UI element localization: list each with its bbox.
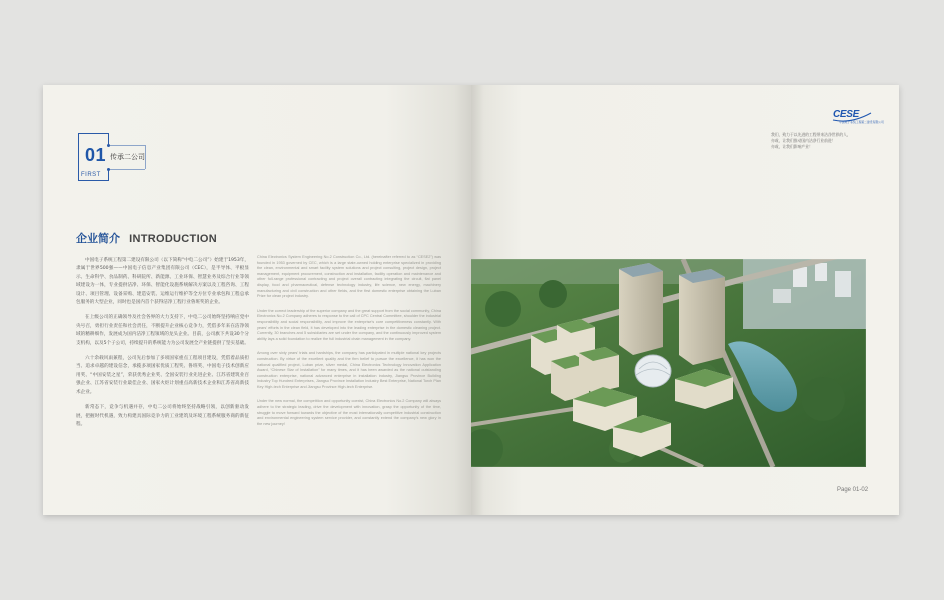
section-title-cn: 企业简介 — [76, 232, 120, 245]
badge-frame-bottom — [78, 180, 108, 181]
left-page — [43, 85, 471, 515]
tagline-line: 我们，致力于以先进的工程带来洁净世界的人， — [771, 132, 851, 137]
section-title — [76, 227, 217, 246]
en-paragraph: Under the correct leadership of the superior company and the great support from the social community, China Electronics No.2 Company adheres to response to the call of CPC Central Committee, shoulder the industrial responsibility and social responsibility, and improve the enterprise’s core competitiveness constantly. With years’ efforts in the clean field, it has developed into the leading enterprise in the domestic cleaning project. Currently, 30 branches and 5 subsidiaries are set under the company, and the continuously improved system ability lays a solid foundation to realize the full industrial chain management in the company. — [257, 308, 441, 341]
badge-frame-top — [78, 133, 108, 134]
english-body-text — [257, 255, 441, 436]
cn-paragraph: 新常态下，竞争与机遇并存，中电二公司将始终坚持战略引领，以创新驱动发展，把握时代机遇，致力构建具国际竞争力的工业建筑及环境工程系统服务商的新征程。 — [76, 405, 249, 427]
logo-wordmark: CESE — [833, 109, 860, 120]
tagline-line: 亦或，让我们影响产业！ — [771, 144, 813, 150]
chapter-name: 传承二公司 — [110, 153, 145, 161]
en-paragraph: Under the new normal, the competition and opportunity coexist, China Electronics No.2 Company will always adhere to the strategic leading, drive the development with innovation, grasp the opportunity of the time, struggle to move forward towards the objective of the most internationally competitive industrial construction and environmental engineering system service provider, and constantly extend the company’s new glory in the new journey! — [257, 399, 441, 426]
en-paragraph: Among over sixty years’ trials and hardships, the company has participated in multiple national key projects construction. By virtue of the excellent quality and the firm belief to pursue the excellence, it has won the national qualified project, Luban prize, silver medal, China Electronics Technology Innovation Application Award, “Chinese Star of Installation” for many times, and it has been awarded as the national outstanding construction enterprise, national advanced enterprise in installation industry, Jiangsu Province Building Industry Top Hundred Enterprises, Jiangsu Province Installation Industry Best Enterprise, National Torch Plan Key High-tech Enterprise and Jiangsu Province High-tech Enterprise. — [257, 351, 441, 389]
chapter-badge — [78, 133, 148, 181]
page-number: Page 01-02 — [837, 487, 869, 493]
en-paragraph: China Electronics System Engineering No.2 Construction Co., Ltd. (hereinafter referred to as “CESE2”) was founded in 1953 governed by CEC, which is a large state-owned holding enterprise specialized in providing the clean, environmental and smart facility system solutions and project consulting, project design, project management, equipment procurement, construction and installation, facility operation and maintenance and other full-range professional contracting and project overall contracting integrating the circuit, flat panel display, food and pharmaceutical, defense technology industry, life science, new energy, machinery manufacturing and civil construction and other fields, and the first domestic enterprise obtaining the Luban Prize for clean project industry. — [257, 255, 441, 299]
cn-paragraph: 中国电子系统工程第二建设有限公司（以下简称“中电二公司”）始建于1953年，隶属于世界500强——中国电子信息产业集团有限公司（CEC），是半导体、平板显示、生命科学、食品制药、科研院所、新能源、工业环保、智慧业务及综合行业等领域建设为一体，专业提供洁净、环保、智能化设施系统解决方案以及工程咨询、工程设计、项目管理、设备采购、建造安装、运维运行维护等全方位专业承包和工程总承包服务的大型企业，同时也是国内首个获得洁净工程行业鲁班奖的企业。 — [76, 258, 249, 306]
badge-connector-vertical — [145, 145, 146, 169]
campus-aerial-photo — [471, 259, 866, 467]
badge-connector-line — [109, 145, 145, 146]
campus-rendering-image — [471, 259, 866, 467]
right-page — [471, 85, 899, 515]
brochure-spread — [43, 85, 899, 515]
chapter-number: 01 — [85, 145, 107, 165]
section-title-en: INTRODUCTION — [129, 233, 218, 245]
chinese-body-text — [76, 257, 249, 436]
logo-subtitle: 中国电子系统工程第二建设有限公司 — [839, 120, 884, 124]
cn-paragraph: 六十余载风雨兼程，公司先后参加了多项国家重点工程项目建设，凭借着品质担当、追求卓越的建设信念，承揽多项国家优质工程奖、鲁班奖、中国电子技术创新应用奖、“中国安装之星”，荣获优秀企业奖、全国安装行业先进企业、江苏省建筑业百强企业、江苏省安装行业最佳企业、国家火炬计划重点高新技术企业和江苏省高新技术企业。 — [76, 356, 249, 395]
badge-connector-line-bottom — [109, 169, 145, 170]
badge-frame-left — [78, 133, 79, 181]
chapter-english: FIRST — [81, 172, 101, 178]
company-logo — [831, 109, 884, 124]
tagline — [771, 132, 891, 151]
tagline-line: 亦或，让我们推动国内洁净行业前进！ — [771, 138, 836, 144]
cn-paragraph: 在上级公司的正确领导及社会各界的大力支持下，中电二公司始终坚持响应党中央号召，勇担行业责任和社会责任，不断提升企业核心竞争力，凭借多年来在洁净领域的精耕细作，发展成为国内洁净工程领域的龙头企业。目前，公司旗下共设30个分支机构，以及5个子公司，持续提升的系统能力为公司发展全产业链提供了坚实基础。 — [76, 315, 249, 346]
